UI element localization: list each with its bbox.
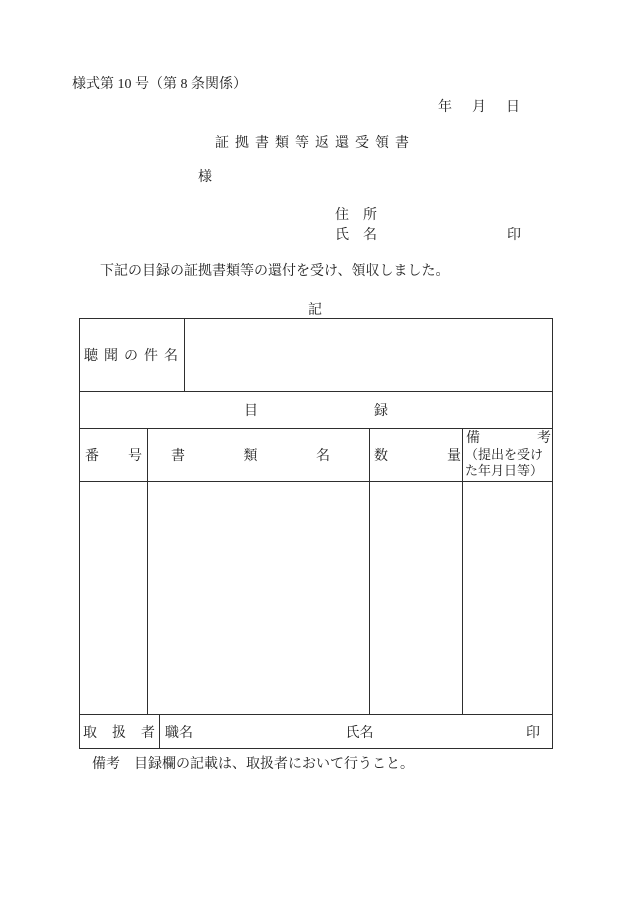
hearing-case-label: 聴聞の件名 <box>84 349 178 364</box>
handler-row <box>80 714 552 748</box>
footer-note: 備考 目録欄の記載は、取扱者において行うこと。 <box>92 757 414 772</box>
remarks-note-line2: た年月日等） <box>465 463 544 478</box>
address-label: 住 所 <box>335 208 377 223</box>
date-day-label: 日 <box>506 100 520 115</box>
name-label: 氏 名 <box>335 228 377 243</box>
catalog-heading-left: 目 <box>244 404 258 419</box>
remarks-value-cell <box>463 482 552 714</box>
number-column-header: 番号 <box>85 449 142 464</box>
quantity-column-header-cell <box>370 429 463 481</box>
hearing-case-row <box>80 319 552 391</box>
remarks-column-header-cell <box>463 429 552 481</box>
hearing-case-label-cell <box>80 319 185 391</box>
document-name-column-header-cell <box>148 429 370 481</box>
handler-job-title-label: 職名 <box>165 725 193 741</box>
handler-value-cell <box>160 715 552 748</box>
remarks-note-line1: （提出を受け <box>465 447 544 462</box>
form-number: 様式第 10 号（第 8 条関係） <box>72 77 247 92</box>
catalog-heading-cell <box>80 392 552 428</box>
quantity-column-header: 数量 <box>374 449 461 464</box>
catalog-heading-row <box>80 391 552 428</box>
handler-seal-label: 印 <box>526 725 540 741</box>
document-name-column-header: 書類名 <box>171 449 330 464</box>
date-line <box>438 100 520 116</box>
handler-label-cell <box>80 715 160 748</box>
column-header-row <box>80 428 552 481</box>
number-column-header-cell <box>80 429 148 481</box>
recipient-seal-label: 印 <box>507 228 521 243</box>
date-year-label: 年 <box>438 100 452 115</box>
document-title: 証拠書類等返還受領書 <box>215 136 415 151</box>
table-body-row <box>80 481 552 714</box>
catalog-table <box>79 318 553 749</box>
handler-label: 取扱者 <box>83 725 155 741</box>
number-value-cell <box>80 482 148 714</box>
document-name-value-cell <box>148 482 370 714</box>
ki-marker: 記 <box>308 303 322 318</box>
date-month-label: 月 <box>472 100 486 115</box>
handler-name-label: 氏名 <box>345 725 374 741</box>
quantity-value-cell <box>370 482 463 714</box>
hearing-case-value-cell <box>185 319 552 391</box>
receipt-statement: 下記の目録の証拠書類等の還付を受け、領収しました。 <box>100 264 450 279</box>
remarks-column-header: 備考 <box>466 431 551 446</box>
addressee-honorific: 様 <box>198 170 212 185</box>
catalog-heading-right: 録 <box>374 404 388 419</box>
